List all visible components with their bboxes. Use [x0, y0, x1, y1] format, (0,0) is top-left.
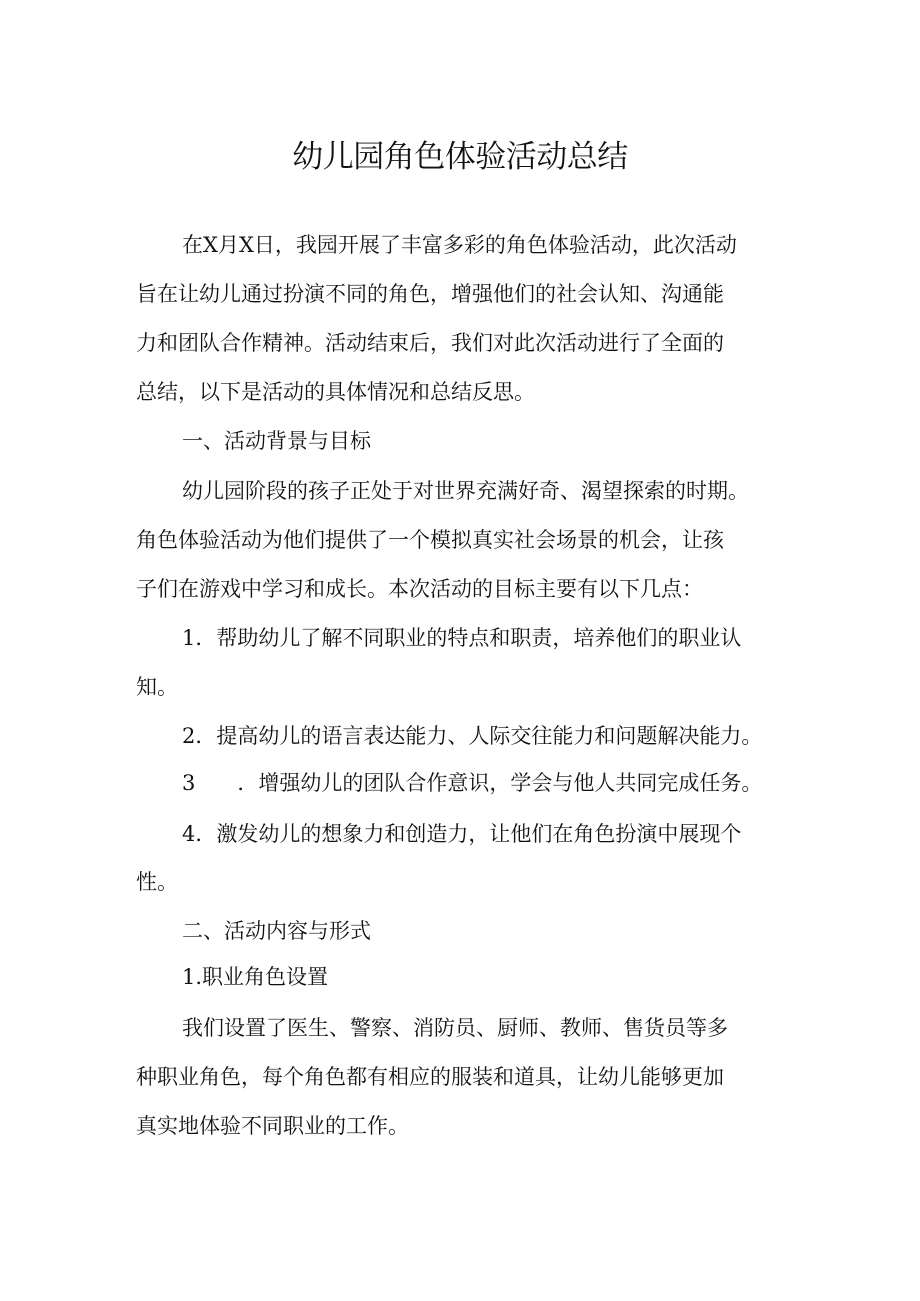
subsection-heading: 1.职业角色设置 — [182, 965, 329, 989]
paragraph-line: 我们设置了医生、警察、消防员、厨师、教师、售货员等多 — [182, 1016, 728, 1040]
paragraph-line: 旨在让幼儿通过扮演不同的角色，增强他们的社会认知、沟通能 — [136, 282, 724, 306]
paragraph-line: 种职业角色，每个角色都有相应的服装和道具，让幼儿能够更加 — [136, 1065, 724, 1089]
paragraph-line: 角色体验活动为他们提供了一个模拟真实社会场景的机会，让孩 — [136, 528, 724, 552]
section-heading: 一、活动背景与目标 — [182, 429, 371, 453]
list-item-line: 性。 — [136, 870, 178, 894]
document-title: 幼儿园角色体验活动总结 — [292, 139, 628, 175]
list-item-line: 2．提高幼儿的语言表达能力、人际交往能力和问题解决能力。 — [182, 724, 763, 748]
paragraph-line: 在X月X日，我园开展了丰富多彩的角色体验活动，此次活动 — [182, 233, 737, 257]
list-item-line: 知。 — [136, 675, 178, 699]
paragraph-line: 真实地体验不同职业的工作。 — [136, 1114, 409, 1138]
list-item-line: 3 ．增强幼儿的团队合作意识，学会与他人共同完成任务。 — [182, 771, 763, 795]
list-item-line: 4．激发幼儿的想象力和创造力，让他们在角色扮演中展现个 — [182, 822, 742, 846]
paragraph-line: 总结，以下是活动的具体情况和总结反思。 — [136, 380, 535, 404]
section-heading: 二、活动内容与形式 — [182, 919, 371, 943]
list-item-line: 1．帮助幼儿了解不同职业的特点和职责，培养他们的职业认 — [182, 626, 742, 650]
paragraph-line: 幼儿园阶段的孩子正处于对世界充满好奇、渴望探索的时期。 — [182, 479, 749, 503]
paragraph-line: 子们在游戏中学习和成长。本次活动的目标主要有以下几点： — [136, 577, 703, 601]
paragraph-line: 力和团队合作精神。活动结束后，我们对此次活动进行了全面的 — [136, 331, 724, 355]
